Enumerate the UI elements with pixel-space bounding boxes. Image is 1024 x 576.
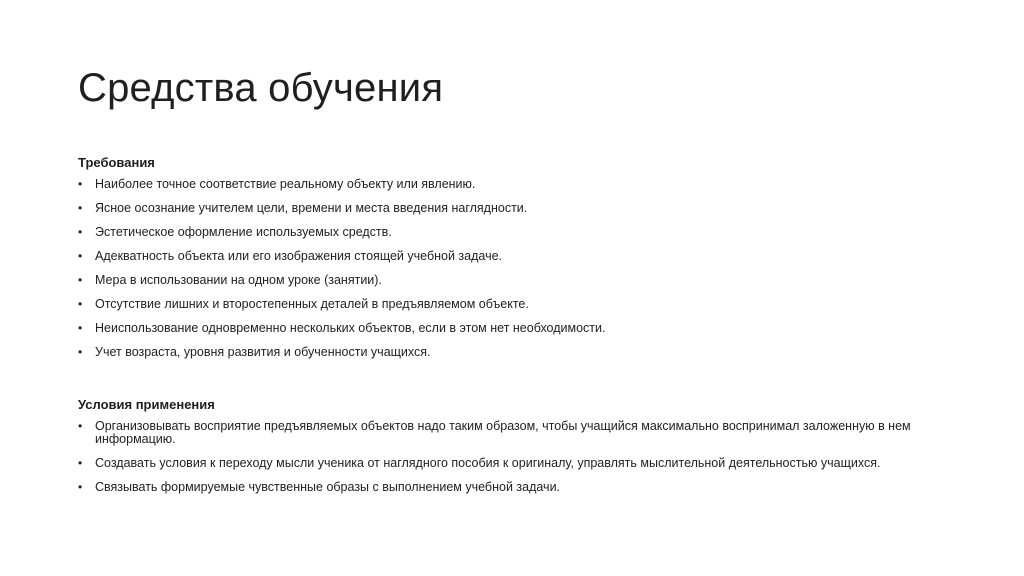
list-item-text: Учет возраста, уровня развития и обученности учащихся.	[95, 345, 431, 359]
requirements-section	[78, 154, 938, 370]
bullet-icon: •	[78, 225, 83, 239]
conditions-list	[78, 420, 938, 494]
list-item-text: Отсутствие лишних и второстепенных деталей в предъявляемом объекте.	[95, 297, 529, 311]
list-item	[78, 202, 938, 215]
list-item	[78, 420, 938, 446]
list-item	[78, 250, 938, 263]
list-item	[78, 274, 938, 287]
bullet-icon: •	[78, 456, 83, 470]
requirements-list	[78, 178, 938, 359]
bullet-icon: •	[78, 249, 83, 263]
list-item-text: Связывать формируемые чувственные образы с выполнением учебной задачи.	[95, 480, 561, 494]
list-item	[78, 322, 938, 335]
list-item-text: Создавать условия к переходу мысли ученика от наглядного пособия к оригиналу, управлять мыслительной деятельностью учащихся.	[95, 456, 881, 470]
list-item	[78, 457, 938, 470]
bullet-icon: •	[78, 480, 83, 494]
slide-title: Средства обучения	[78, 66, 444, 110]
bullet-icon: •	[78, 177, 83, 191]
list-item-text: Организовывать восприятие предъявляемых объектов надо таким образом, чтобы учащийся максимально воспринимал заложенную в нем информацию.	[95, 419, 911, 446]
bullet-icon: •	[78, 273, 83, 287]
list-item-text: Неиспользование одновременно нескольких объектов, если в этом нет необходимости.	[95, 321, 606, 335]
bullet-icon: •	[78, 297, 83, 311]
section-heading: Требования	[78, 155, 155, 170]
list-item-text: Мера в использовании на одном уроке (занятии).	[95, 273, 382, 287]
bullet-icon: •	[78, 419, 83, 433]
list-item	[78, 298, 938, 311]
bullet-icon: •	[78, 201, 83, 215]
list-item-text: Адекватность объекта или его изображения стоящей учебной задаче.	[95, 249, 503, 263]
list-item-text: Эстетическое оформление используемых средств.	[95, 225, 392, 239]
list-item	[78, 226, 938, 239]
bullet-icon: •	[78, 321, 83, 335]
list-item-text: Наиболее точное соответствие реальному объекту или явлению.	[95, 177, 476, 191]
list-item-text: Ясное осознание учителем цели, времени и места введения наглядности.	[95, 201, 528, 215]
conditions-section	[78, 396, 938, 505]
list-item	[78, 346, 938, 359]
bullet-icon: •	[78, 345, 83, 359]
section-heading: Условия применения	[78, 397, 215, 412]
list-item	[78, 178, 938, 191]
list-item	[78, 481, 938, 494]
